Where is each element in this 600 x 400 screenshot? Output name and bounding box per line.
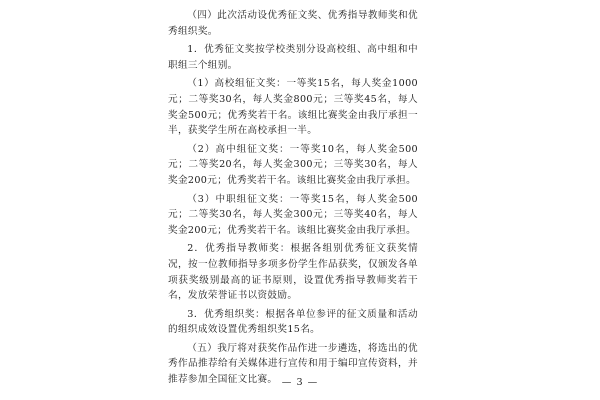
paragraph-teacher-award: 2．优秀指导教师奖：根据各组别优秀征文获奖情况，按一位教师指导多项多份学生作品获奖，仅颁发各单项获奖级别最高的证书原则，设置优秀指导教师奖若干名，发放荣誉证书以资鼓励。 [168,243,418,302]
paragraph-organization-award: 3．优秀组织奖：根据各单位参评的征文质量和活动的组织成效设置优秀组织奖15名。 [168,308,418,336]
paragraph-high-school-group: （2）高中组征文奖：一等奖10名，每人奖金500元；二等奖20名，每人奖金300元；三等奖30名，每人奖金200元；优秀奖若干名。该组比赛奖金由我厅承担。 [168,143,418,186]
page-number: — 3 — [281,377,319,388]
paragraph-further-selection: （五）我厅将对获奖作品作进一步遴选，将选出的优秀作品推荐给有关媒体进行宣传和用于编印宣传资料，并推荐参加全国征文比赛。 [168,342,418,386]
paragraph-university-group: （1）高校组征文奖：一等奖15名，每人奖金1000元；二等奖30名，每人奖金800元；三等奖45名，每人奖金500元；优秀奖若干名。该组比赛奖金由我厅承担一半，获奖学生所在高校承担一半。 [168,78,418,137]
paragraph-vocational-group: （3）中职组征文奖：一等奖15名，每人奖金500元；二等奖30名，每人奖金300元；三等奖40名，每人奖金200元；优秀奖若干名。该组比赛奖金由我厅承担。 [168,193,418,236]
paragraph-essay-award-groups: 1．优秀征文奖按学校类别分设高校组、高中组和中职组三个组别。 [168,44,418,71]
paragraph-awards-overview: （四）此次活动设优秀征文奖、优秀指导教师奖和优秀组织奖。 [168,10,418,37]
